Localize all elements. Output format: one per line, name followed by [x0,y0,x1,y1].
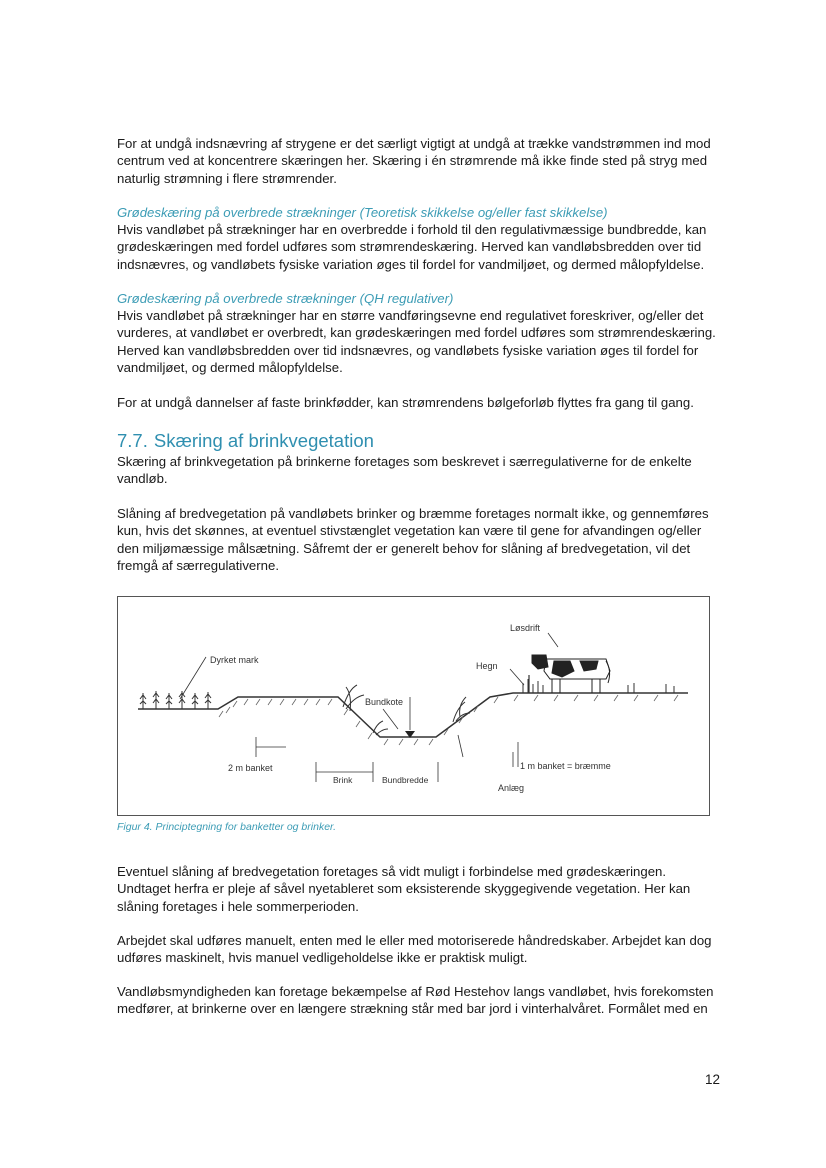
label-brink: Brink [333,775,353,785]
paragraph-after3: Vandløbsmyndigheden kan foretage bekæmpelse af Rød Hestehov langs vandløbet, hvis forekomsten medfører, at brinkerne over en længere strækning står med bar jord i vinterhalvåret. Formålet med en [117,984,714,1017]
leader-hegn [510,669,524,685]
label-losdrift: Løsdrift [510,623,541,633]
figure-caption: Figur 4. Principtegning for banketter og brinker. [117,821,337,833]
label-bundbredde: Bundbredde [382,775,429,785]
subheading-qh: Grødeskæring på overbrede strækninger (QH regulativer) [117,291,454,306]
bank-vegetation [343,679,674,735]
label-hegn: Hegn [476,661,498,671]
ground-hatching [219,695,678,745]
subheading-teoretisk: Grødeskæring på overbrede strækninger (Teoretisk skikkelse og/eller fast skikkelse) [117,205,608,220]
label-1m-banket: 1 m banket = bræmme [520,761,611,771]
page-number: 12 [704,1072,720,1087]
section-title: Skæring af brinkvegetation [153,430,374,451]
label-2m-banket: 2 m banket [228,763,273,773]
paragraph-intro: For at undgå indsnævring af strygene er det særligt vigtigt at undgå at trække vandstrømmen ind mod centrum ved at koncentrere skæringen her. Skæring i én strømrende må ikke finde sted på stryg med naturlig strømning i flere strømrender. [117,136,711,186]
label-bundkote: Bundkote [365,697,404,707]
crop-plants [140,691,211,709]
paragraph-brink2: Slåning af bredvegetation på vandløbets brinker og bræmme foretages normalt ikke, og gennemføres kun, hvis det skønnes, at eventuel stivstænglet vegetation kan være til gene for afvandingen og/eller den miljømæssige målsætning. Såfremt der er generelt behov for slåning af bredvegetation, vil det fremgå af særregulativerne. [117,506,709,573]
cow-icon [532,655,610,693]
cross-section-diagram [118,597,709,815]
paragraph-after2: Arbejdet skal udføres manuelt, enten med le eller med motoriserede håndredskaber. Arbejdet kan dog udføres maskinelt, hvis manuel vedligeholdelse ikke er praktisk muligt. [117,933,712,966]
paragraph-brink1: Skæring af brinkvegetation på brinkerne foretages som beskrevet i særregulativerne for de enkelte vandløb. [117,454,692,487]
leader-losdrift [548,633,558,647]
section-number: 7.7. [117,430,148,451]
leader-anlaeg [458,735,463,757]
section-heading [117,430,374,452]
paragraph-teoretisk: Hvis vandløbet på strækninger har en overbredde i forhold til den regulativmæssige bundbredde, kan grødeskæringen med fordel udføres som strømrendeskæring. Herved kan vandløbsbredden over tid indsnævres, og vandløbets fysiske variation øges til fordel for vandmiljøet, og dermed målopfyldelse. [117,222,707,272]
label-anlaeg: Anlæg [498,783,525,793]
leader-dyrket-mark [180,657,206,699]
paragraph-brinkfodder: For at undgå dannelser af faste brinkfødder, kan strømrendens bølgeforløb flyttes fra gang til gang. [117,395,694,410]
paragraph-after1: Eventuel slåning af bredvegetation foretages så vidt muligt i forbindelse med grødeskæringen. Undtaget herfra er pleje af såvel nyetableret som eksisterende skyggegivende vegetation. Her kan slåning foretages i hele sommerperioden. [117,864,691,914]
paragraph-qh: Hvis vandløbet på strækninger har en større vandføringsevne end regulativet foreskriver, og/eller det vurderes, at vandløbet er overbredt, kan grødeskæringen med fordel udføres som strømrendeskæring. Herved kan vandløbsbredden over tid indsnævres, og vandløbets fysiske variation øges til fordel for vandmiljøet, og dermed målopfyldelse. [117,308,716,375]
label-dyrket-mark: Dyrket mark [210,655,259,665]
leader-bundkote [383,709,398,729]
figure-banketter-brinker [117,596,710,816]
